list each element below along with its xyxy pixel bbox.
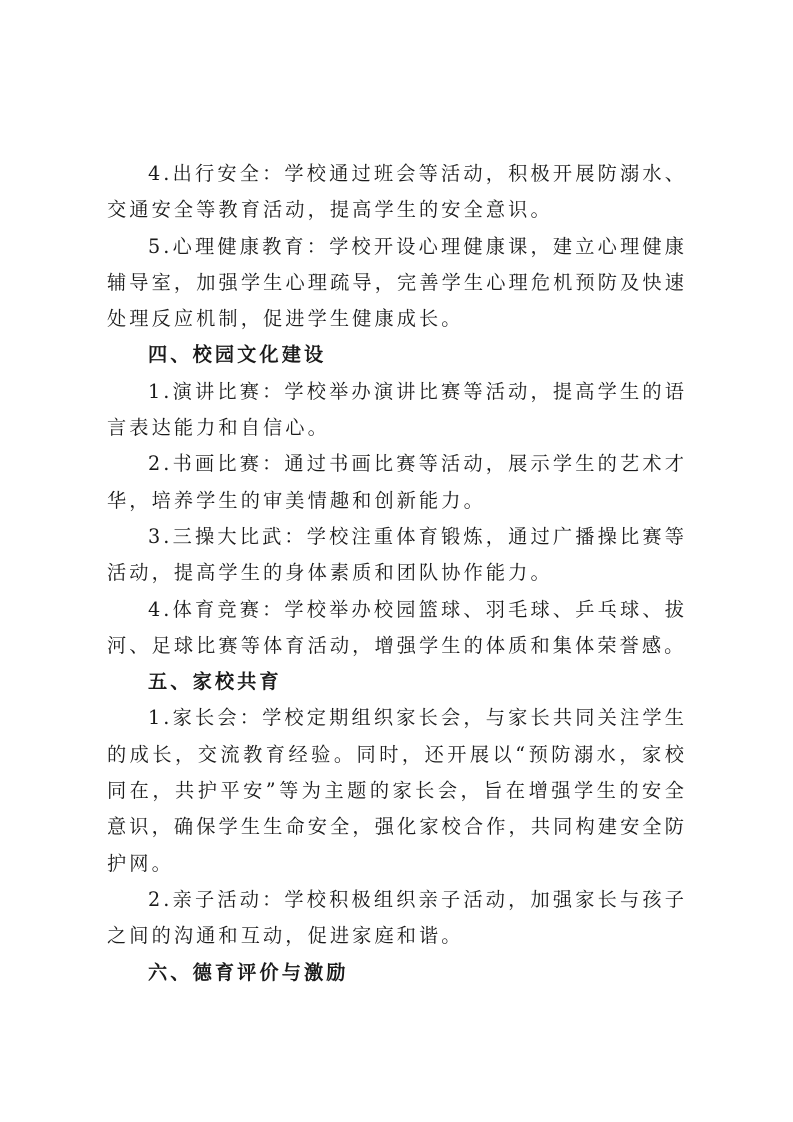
- paragraph-mental-health: 5.心理健康教育：学校开设心理健康课，建立心理健康辅导室，加强学生心理疏导，完善学生心理危机预防及快速处理反应机制，促进学生健康成长。: [107, 234, 687, 331]
- document-body: [107, 156, 687, 991]
- section-heading-moral-evaluation: 六、德育评价与激励: [148, 960, 349, 984]
- paragraph-parent-meeting: 1.家长会：学校定期组织家长会，与家长共同关注学生的成长，交流教育经验。同时，还开展以“预防溺水，家校同在，共护平安”等为主题的家长会，旨在增强学生的安全意识，确保学生生命安全，强化家校合作，共同构建安全防护网。: [107, 706, 687, 875]
- paragraph-speech-contest: 1.演讲比赛：学校举办演讲比赛等活动，提高学生的语言表达能力和自信心。: [107, 379, 687, 440]
- paragraph-travel-safety: 4.出行安全：学校通过班会等活动，积极开展防溺水、交通安全等教育活动，提高学生的安全意识。: [107, 162, 687, 222]
- paragraph-exercise-competition: 3.三操大比武：学校注重体育锻炼，通过广播操比赛等活动，提高学生的身体素质和团队协作能力。: [107, 524, 687, 585]
- paragraph-parent-child-activity: 2.亲子活动：学校积极组织亲子活动，加强家长与孩子之间的沟通和互动，促进家庭和谐。: [107, 887, 687, 948]
- section-heading-campus-culture: 四、校园文化建设: [148, 343, 327, 367]
- paragraph-sports-competition: 4.体育竞赛：学校举办校园篮球、羽毛球、乒乓球、拔河、足球比赛等体育活动，增强学生的体质和集体荣誉感。: [107, 597, 687, 657]
- paragraph-calligraphy-contest: 2.书画比赛：通过书画比赛等活动，展示学生的艺术才华，培养学生的审美情趣和创新能力。: [107, 452, 687, 512]
- section-heading-home-school: 五、家校共育: [148, 670, 282, 694]
